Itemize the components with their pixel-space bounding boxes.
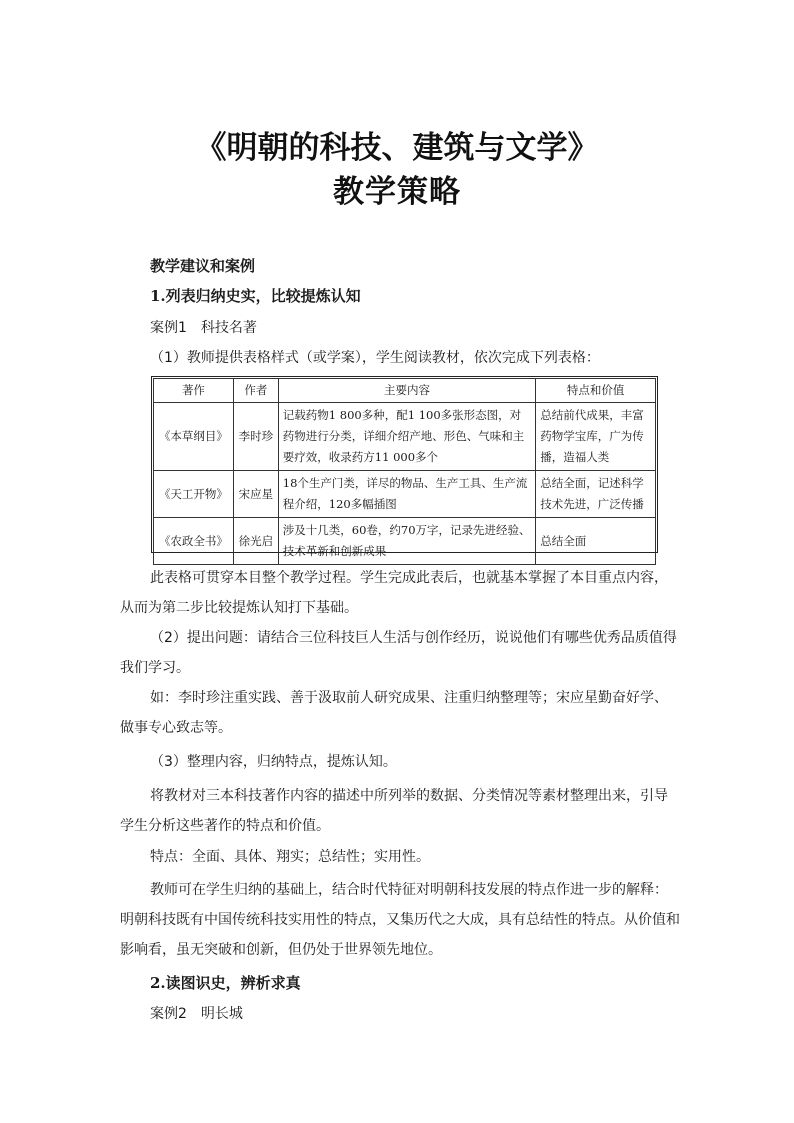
paragraph-line: 如：李时珍注重实践、善于汲取前人研究成果、注重归纳整理等；宋应星勤奋好学、 <box>150 690 668 706</box>
paragraph-line: 我们学习。 <box>120 660 190 676</box>
cell-value: 总结全面，记述科学技术先进，广泛传播 <box>536 471 656 518</box>
table-row <box>154 403 656 471</box>
cell-author: 李时珍 <box>233 403 278 471</box>
table-header-row <box>154 379 656 403</box>
works-table <box>153 378 656 565</box>
case1-label: 案例1 科技名著 <box>150 320 257 336</box>
header-value: 特点和价值 <box>536 379 656 403</box>
cell-author: 徐光启 <box>233 518 278 565</box>
cell-content: 记载药物1 800多种，配1 100多张形态图，对药物进行分类，详细介绍产地、形色、气味和主要疗效，收录药方11 000多个 <box>278 403 535 471</box>
header-author: 作者 <box>233 379 278 403</box>
table-row <box>154 471 656 518</box>
paragraph-line: 学生分析这些著作的特点和价值。 <box>120 818 330 834</box>
step1-heading: 1.列表归纳史实，比较提炼认知 <box>150 287 361 305</box>
document-title: 《明朝的科技、建筑与文学》 <box>195 130 599 166</box>
cell-value: 总结全面 <box>536 518 656 565</box>
paragraph-line: 此表格可贯穿本目整个教学过程。学生完成此表后，也就基本掌握了本目重点内容， <box>150 570 668 586</box>
paragraph-line: 影响看，虽无突破和创新，但仍处于世界领先地位。 <box>120 942 442 958</box>
header-work: 著作 <box>154 379 234 403</box>
document-subtitle: 教学策略 <box>333 174 461 210</box>
paragraph-line: 将教材对三本科技著作内容的描述中所列举的数据、分类情况等素材整理出来，引导 <box>150 788 668 804</box>
paragraph-line: （2）提出问题：请结合三位科技巨人生活与创作经历，说说他们有哪些优秀品质值得 <box>150 630 677 646</box>
cell-value: 总结前代成果，丰富药物学宝库，广为传播，造福人类 <box>536 403 656 471</box>
section-heading: 教学建议和案例 <box>150 257 256 275</box>
paragraph-line: 明朝科技既有中国传统科技实用性的特点，又集历代之大成，具有总结性的特点。从价值和 <box>120 912 680 928</box>
case1-intro: （1）教师提供表格样式（或学案），学生阅读教材，依次完成下列表格： <box>150 350 600 366</box>
cell-content: 涉及十几类，60卷，约70万字，记录先进经验、技术革新和创新成果 <box>278 518 535 565</box>
paragraph-line: （3）整理内容，归纳特点，提炼认知。 <box>150 754 397 770</box>
table-row <box>154 518 656 565</box>
paragraph-line: 特点：全面、具体、翔实；总结性；实用性。 <box>150 849 430 865</box>
cell-work: 《天工开物》 <box>154 471 234 518</box>
step2-heading: 2.读图识史，辨析求真 <box>150 974 301 992</box>
cell-work: 《农政全书》 <box>154 518 234 565</box>
case2-label: 案例2 明长城 <box>150 1006 243 1022</box>
header-content: 主要内容 <box>278 379 535 403</box>
paragraph-line: 教师可在学生归纳的基础上，结合时代特征对明朝科技发展的特点作进一步的解释： <box>150 882 668 898</box>
cell-content: 18个生产门类，详尽的物品、生产工具、生产流程介绍，120多幅插图 <box>278 471 535 518</box>
cell-author: 宋应星 <box>233 471 278 518</box>
paragraph-line: 从而为第二步比较提炼认知打下基础。 <box>120 600 358 616</box>
paragraph-line: 做事专心致志等。 <box>120 720 232 736</box>
cell-work: 《本草纲目》 <box>154 403 234 471</box>
